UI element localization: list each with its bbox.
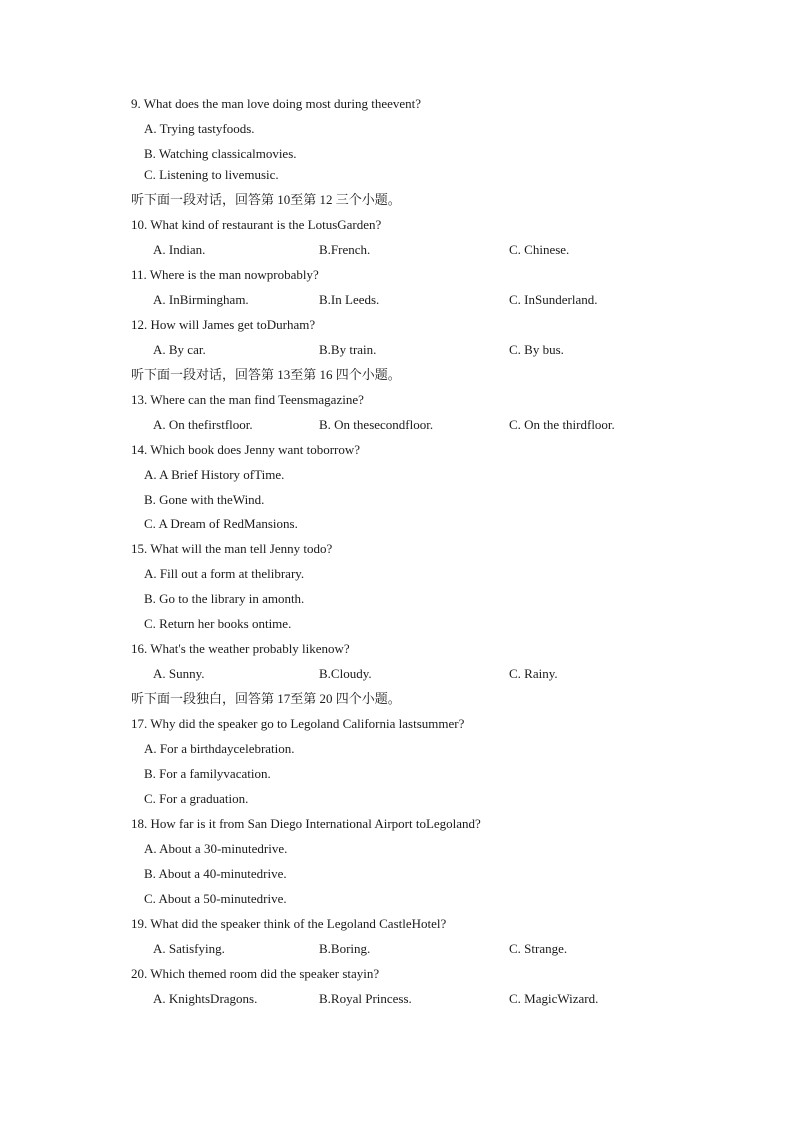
q19-option-b: B.Boring. [319, 941, 371, 956]
question-13: 13. Where can the man find Teensmagazine? [131, 392, 364, 407]
q18-option-a: A. About a 30-minutedrive. [144, 841, 288, 856]
q12-option-c: C. By bus. [509, 342, 564, 357]
question-15: 15. What will the man tell Jenny todo? [131, 541, 333, 556]
q14-option-a: A. A Brief History ofTime. [144, 467, 285, 482]
q9-option-c: C. Listening to livemusic. [144, 167, 279, 182]
q14-option-c: C. A Dream of RedMansions. [144, 516, 298, 531]
question-17: 17. Why did the speaker go to Legoland California lastsummer? [131, 716, 465, 731]
q20-option-a: A. KnightsDragons. [153, 991, 258, 1006]
q12-option-b: B.By train. [319, 342, 377, 357]
q10-option-b: B.French. [319, 242, 371, 257]
question-10: 10. What kind of restaurant is the LotusGarden? [131, 217, 382, 232]
q14-option-b: B. Gone with theWind. [144, 492, 265, 507]
q9-option-b: B. Watching classicalmovies. [144, 146, 297, 161]
q9-option-a: A. Trying tastyfoods. [144, 121, 255, 136]
q17-option-c: C. For a graduation. [144, 791, 249, 806]
question-12: 12. How will James get toDurham? [131, 317, 316, 332]
q18-option-b: B. About a 40-minutedrive. [144, 866, 287, 881]
q19-option-a: A. Satisfying. [153, 941, 225, 956]
question-11: 11. Where is the man nowprobably? [131, 267, 319, 282]
q13-option-c: C. On the thirdfloor. [509, 417, 615, 432]
section-instruction-10-12: 听下面一段对话，回答第 10至第 12 三个小题。 [131, 192, 401, 207]
q10-option-a: A. Indian. [153, 242, 206, 257]
q16-option-c: C. Rainy. [509, 666, 558, 681]
q13-option-a: A. On thefirstfloor. [153, 417, 253, 432]
q11-option-b: B.In Leeds. [319, 292, 380, 307]
q15-option-c: C. Return her books ontime. [144, 616, 292, 631]
question-18: 18. How far is it from San Diego International Airport toLegoland? [131, 816, 481, 831]
q19-option-c: C. Strange. [509, 941, 568, 956]
question-20: 20. Which themed room did the speaker stayin? [131, 966, 380, 981]
q16-option-b: B.Cloudy. [319, 666, 372, 681]
q15-option-a: A. Fill out a form at thelibrary. [144, 566, 305, 581]
question-14: 14. Which book does Jenny want toborrow? [131, 442, 361, 457]
q11-option-a: A. InBirmingham. [153, 292, 249, 307]
q16-option-a: A. Sunny. [153, 666, 205, 681]
q15-option-b: B. Go to the library in amonth. [144, 591, 305, 606]
q10-option-c: C. Chinese. [509, 242, 570, 257]
q12-option-a: A. By car. [153, 342, 206, 357]
question-19: 19. What did the speaker think of the Legoland CastleHotel? [131, 916, 447, 931]
q11-option-c: C. InSunderland. [509, 292, 598, 307]
section-instruction-17-20: 听下面一段独白，回答第 17至第 20 四个小题。 [131, 691, 401, 706]
q13-option-b: B. On thesecondfloor. [319, 417, 434, 432]
question-9: 9. What does the man love doing most during theevent? [131, 96, 422, 111]
q17-option-b: B. For a familyvacation. [144, 766, 271, 781]
q20-option-c: C. MagicWizard. [509, 991, 599, 1006]
q17-option-a: A. For a birthdaycelebration. [144, 741, 295, 756]
section-instruction-13-16: 听下面一段对话，回答第 13至第 16 四个小题。 [131, 367, 401, 382]
question-16: 16. What's the weather probably likenow? [131, 641, 350, 656]
q20-option-b: B.Royal Princess. [319, 991, 412, 1006]
q18-option-c: C. About a 50-minutedrive. [144, 891, 287, 906]
